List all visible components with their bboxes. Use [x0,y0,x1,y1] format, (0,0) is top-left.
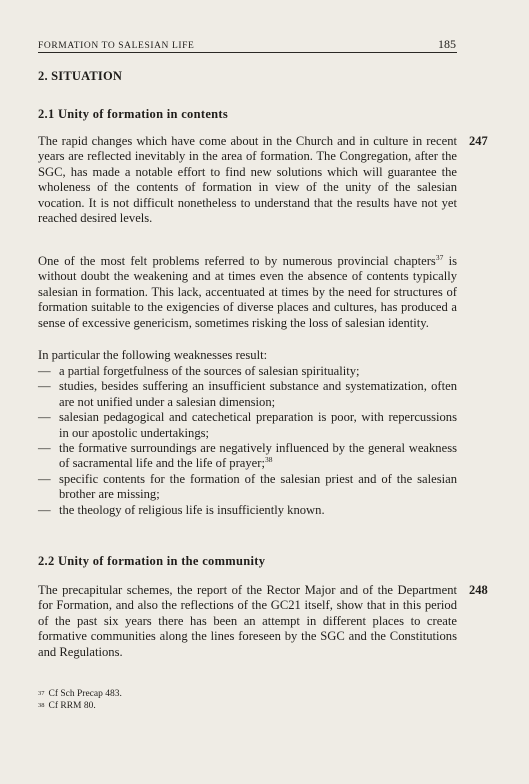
list-item [38,379,457,410]
list-item [38,410,457,441]
footnote-text: Cf Sch Precap 483. [48,689,122,699]
subsection-title-contents: 2.1 Unity of formation in contents [38,107,229,121]
footnotes [38,688,122,712]
footnote [38,688,122,700]
paragraph-rapid-changes: The rapid changes which have come about in the Church and in culture in recent years are reflected inevitably in the area of formation. The Congregation, after the SGC, has made a notable effort to find new solutions which will guarantee the wholeness of the contents of formation in view of the unity of the salesian vocation. It is not difficult nonetheless to understand that the results have not yet reached desired levels. [38,134,457,226]
dash-marker: — [38,471,51,486]
dash-marker: — [38,364,51,378]
paragraph-text: is without doubt the weakening and at times even the absence of contents typically salesian in formation. This lack, accentuated at times by the need for structures of formation suitable to the exigencies of diverse places and cultures, has produced a sense of excessive genericism, sometimes risking the loss of salesian identity. [38,254,457,330]
page-number: 185 [438,37,456,51]
section-title: 2. SITUATION [38,69,123,83]
footnote-number: 37 [38,690,45,697]
weaknesses-list [38,364,457,518]
list-item [38,472,457,503]
dash-marker: — [38,502,51,517]
running-head [38,37,456,52]
paragraph-felt-problems [38,254,457,331]
footnote [38,700,122,712]
header-rule [38,52,457,53]
dash-marker: — [38,410,51,425]
list-item-text: the formative surroundings are negatively influenced by the general weakness of sacramental life and the life of prayer; [59,441,457,471]
list-item-text: specific contents for the formation of the salesian priest and of the salesian brother are missing; [59,471,457,502]
margin-number-247: 247 [469,134,488,148]
paragraph-text: One of the most felt problems referred to by numerous provincial chapters [38,254,436,268]
footnote-ref-37: 37 [435,253,444,262]
dash-marker: — [38,441,51,456]
footnote-number: 38 [38,702,45,709]
footnote-ref-38: 38 [264,455,273,465]
list-item-text: studies, besides suffering an insufficient substance and systematization, often are not unified under a salesian dimension; [59,379,457,409]
margin-number-248: 248 [469,583,488,597]
list-item-text: salesian pedagogical and catechetical preparation is poor, with repercussions in our apostolic undertakings; [59,410,457,440]
paragraph-precapitular: The precapitular schemes, the report of the Rector Major and of the Department for Formation, and also the reflections of the GC21 itself, show that in this period of the past six years there has been an attempt in different places to create formative communities along the lines foreseen by the SGC and the Constitutions and Regulations. [38,583,457,659]
paragraph-weaknesses-intro: In particular the following weaknesses result: [38,348,268,362]
list-item-text: the theology of religious life is insufficiently known. [59,502,325,517]
running-title: FORMATION TO SALESIAN LIFE [38,41,195,51]
subsection-title-community: 2.2 Unity of formation in the community [38,554,266,568]
list-item [38,503,457,518]
list-item-text: a partial forgetfulness of the sources of salesian spirituality; [59,364,360,378]
list-item [38,441,457,472]
dash-marker: — [38,379,51,394]
footnote-text: Cf RRM 80. [48,701,96,711]
list-item [38,364,457,379]
